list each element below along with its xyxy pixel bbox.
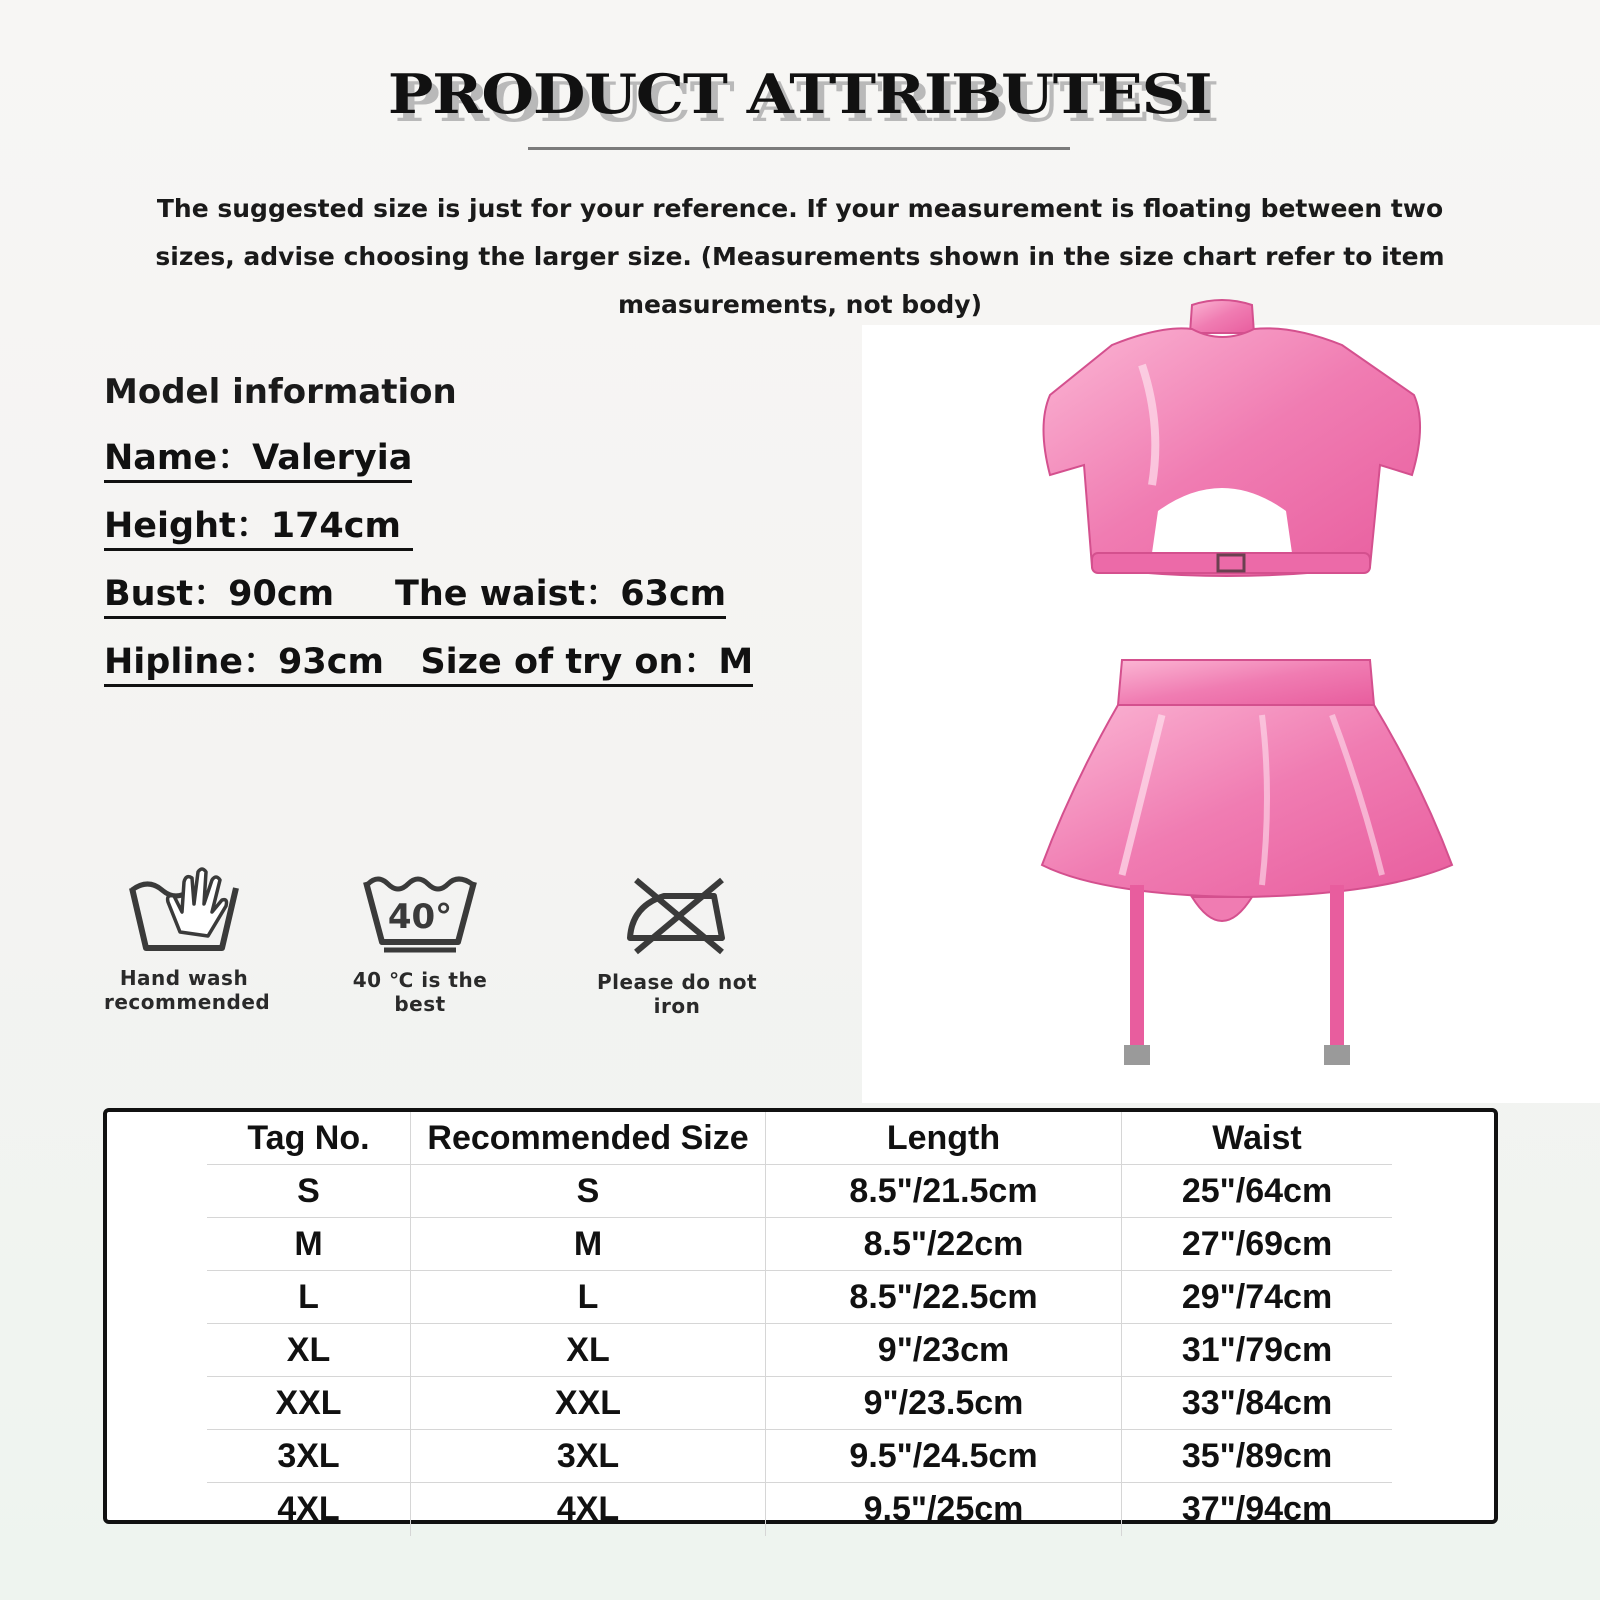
- table-row: [207, 1165, 1392, 1218]
- care-label-line1: Hand wash: [119, 966, 249, 990]
- care-label-line2: recommended: [104, 990, 271, 1014]
- title-wrap: [0, 62, 1600, 126]
- table-row: [207, 1377, 1392, 1430]
- model-name: Name：Valeryia: [104, 436, 412, 483]
- cell-waist: 29"/74cm: [1181, 1277, 1333, 1316]
- cell-waist: 33"/84cm: [1181, 1383, 1333, 1422]
- care-label-temp: 40 ℃ is the best: [352, 968, 488, 1016]
- cell-size: L: [411, 1271, 766, 1323]
- cell-waist: 31"/79cm: [1181, 1330, 1333, 1369]
- header-recommended-size: Recommended Size: [411, 1112, 766, 1164]
- cell-size: 3XL: [411, 1430, 766, 1482]
- wash-temp-text: 40°: [387, 897, 453, 937]
- cell-length: 8.5"/22cm: [766, 1218, 1122, 1270]
- cell-length: 9.5"/24.5cm: [766, 1430, 1122, 1482]
- cell-length: 9.5"/25cm: [766, 1483, 1122, 1536]
- cell-tag: 3XL: [207, 1430, 411, 1482]
- cell-tag: XXL: [207, 1377, 411, 1429]
- hand-wash-icon: [124, 860, 244, 960]
- cell-size: XL: [411, 1324, 766, 1376]
- product-illustration: [862, 285, 1600, 1085]
- cell-size: 4XL: [411, 1483, 766, 1536]
- model-information: [104, 372, 824, 682]
- cell-waist: 35"/89cm: [1181, 1436, 1333, 1475]
- cell-waist: 25"/64cm: [1181, 1171, 1333, 1210]
- size-intro-text: The suggested size is just for your reference. If your measurement is floating between two sizes, advise choosing the larger size. (Measurements shown in the size chart refer to item measurements, not body): [155, 194, 1445, 319]
- no-iron-icon: [622, 860, 732, 960]
- header-tag-no: Tag No.: [207, 1112, 411, 1164]
- cell-length: 8.5"/21.5cm: [766, 1165, 1122, 1217]
- cell-length: 9"/23.5cm: [766, 1377, 1122, 1429]
- cell-size: XXL: [411, 1377, 766, 1429]
- flared-skirt: [1042, 660, 1452, 1065]
- cell-tag: 4XL: [207, 1483, 411, 1536]
- model-heading: Model information: [104, 372, 457, 412]
- model-bust-waist: Bust：90cm The waist：63cm: [104, 572, 726, 619]
- product-image: [862, 325, 1600, 1103]
- cell-tag: S: [207, 1165, 411, 1217]
- cell-tag: L: [207, 1271, 411, 1323]
- care-no-iron: [570, 860, 784, 1018]
- table-row: [207, 1430, 1392, 1483]
- table-row: [207, 1483, 1392, 1536]
- model-hip-size: Hipline：93cm Size of try on：M: [104, 640, 753, 687]
- cell-tag: XL: [207, 1324, 411, 1376]
- wash-40-icon: [360, 860, 480, 960]
- cell-size: S: [411, 1165, 766, 1217]
- crop-top: [1044, 300, 1421, 576]
- header-length: Length: [766, 1112, 1122, 1164]
- size-table: [103, 1108, 1498, 1528]
- table-row: [207, 1218, 1392, 1271]
- care-label-iron: Please do not iron: [596, 970, 758, 1018]
- care-hand-wash: [104, 860, 271, 1014]
- cell-tag: M: [207, 1218, 411, 1270]
- page-title: PRODUCT ATTRIBUTESI: [388, 62, 1212, 126]
- title-divider: [528, 147, 1070, 150]
- model-height: Height：174cm: [104, 504, 413, 551]
- cell-length: 8.5"/22.5cm: [766, 1271, 1122, 1323]
- table-row: [207, 1271, 1392, 1324]
- table-row: [207, 1324, 1392, 1377]
- header-waist: Waist: [1212, 1118, 1302, 1157]
- cell-length: 9"/23cm: [766, 1324, 1122, 1376]
- cell-waist: 27"/69cm: [1181, 1224, 1333, 1263]
- cell-waist: 37"/94cm: [1181, 1490, 1333, 1528]
- care-wash-40: [325, 860, 515, 1016]
- table-header-row: [207, 1112, 1392, 1165]
- size-table-grid: [207, 1112, 1392, 1536]
- cell-size: M: [411, 1218, 766, 1270]
